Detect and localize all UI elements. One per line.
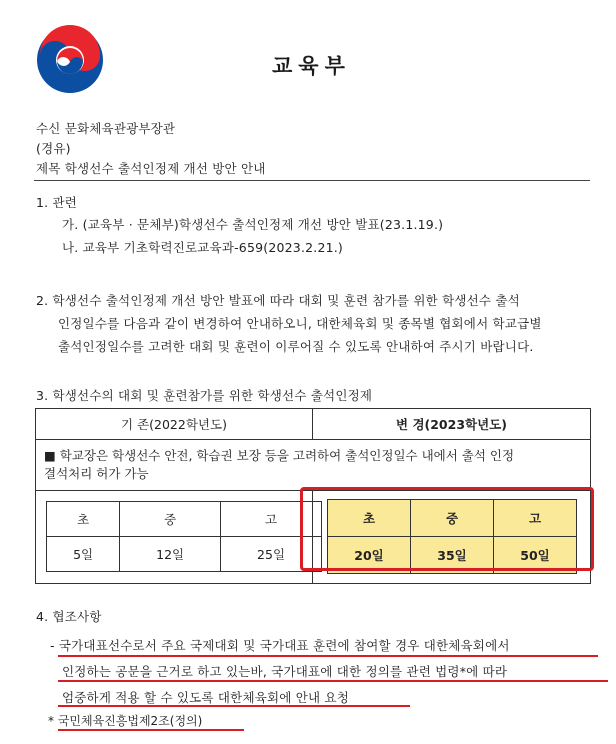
highlight-box	[300, 487, 594, 571]
old-level-middle: 중	[120, 502, 221, 537]
section4-footnote: * 국민체육진흥법제2조(정의)	[48, 714, 203, 728]
section2-line-1: 2. 학생선수 출석인정제 개선 방안 발표에 따라 대회 및 훈련 참가를 위한 학생선수 출석	[36, 293, 520, 308]
section4-line-3: 엄중하게 적용 할 수 있도록 대한체육회에 안내 요청	[62, 690, 349, 705]
section1-title: 1. 관련	[36, 195, 78, 210]
section2-line-3: 출석인정일수를 고려한 대회 및 훈련이 이루어질 수 있도록 안내하여 주시기 바랍니다.	[58, 339, 534, 354]
old-days-cell	[36, 491, 313, 584]
section4-title: 4. 협조사항	[36, 609, 102, 624]
note-cell	[36, 440, 591, 491]
new-level-high: 고	[494, 500, 577, 537]
section4-line-2: 인정하는 공문을 근거로 하고 있는바, 국가대표에 대한 정의를 관련 법령*에 따라	[62, 664, 508, 679]
korea-government-taegeuk-logo-icon	[35, 25, 105, 95]
old-level-elementary: 초	[47, 502, 120, 537]
new-header: 변 경(2023학년도)	[396, 417, 507, 432]
underline-1	[58, 655, 598, 657]
recipient-line: 수신 문화체육관광부장관	[36, 121, 176, 136]
new-level-elementary: 초	[328, 500, 411, 537]
section2-line-2: 인정일수를 다음과 같이 변경하여 안내하오니, 대한체육회 및 종목별 협회에서 학교급별	[58, 316, 542, 331]
section1-item-b: 나. 교육부 기초학력진로교육과-659(2023.2.21.)	[62, 240, 344, 255]
underline-3	[58, 705, 410, 707]
old-header: 기 존(2022학년도)	[121, 417, 227, 432]
section4-line-1: - 국가대표선수로서 주요 국제대회 및 국가대표 훈련에 참여할 경우 대한체육회에서	[50, 638, 510, 653]
old-header-cell	[36, 409, 313, 440]
subject-line: 제목 학생선수 출석인정제 개선 방안 안내	[36, 161, 266, 176]
new-header-cell	[313, 409, 591, 440]
old-days-middle: 12일	[120, 537, 221, 572]
old-level-high: 고	[221, 502, 322, 537]
underline-2	[58, 680, 608, 682]
old-days-grid	[46, 501, 322, 572]
new-days-middle: 35일	[411, 537, 494, 574]
new-days-elementary: 20일	[328, 537, 411, 574]
new-days-high: 50일	[494, 537, 577, 574]
section3-title: 3. 학생선수의 대회 및 훈련참가를 위한 학생선수 출석인정제	[36, 388, 373, 403]
ministry-title: 교육부	[272, 54, 351, 78]
note-line-2: 결석처리 허가 가능	[44, 466, 149, 481]
old-days-high: 25일	[221, 537, 322, 572]
divider-line	[34, 180, 590, 181]
underline-4	[58, 729, 244, 731]
via-line: (경유)	[36, 141, 71, 156]
note-line-1: ■ 학교장은 학생선수 안전, 학습권 보장 등을 고려하여 출석인정일수 내에서 출석 인정	[44, 448, 515, 463]
new-level-middle: 중	[411, 500, 494, 537]
section1-item-a: 가. (교육부 · 문체부)학생선수 출석인정제 개선 방안 발표(23.1.19.)	[62, 217, 444, 232]
old-days-elementary: 5일	[47, 537, 120, 572]
